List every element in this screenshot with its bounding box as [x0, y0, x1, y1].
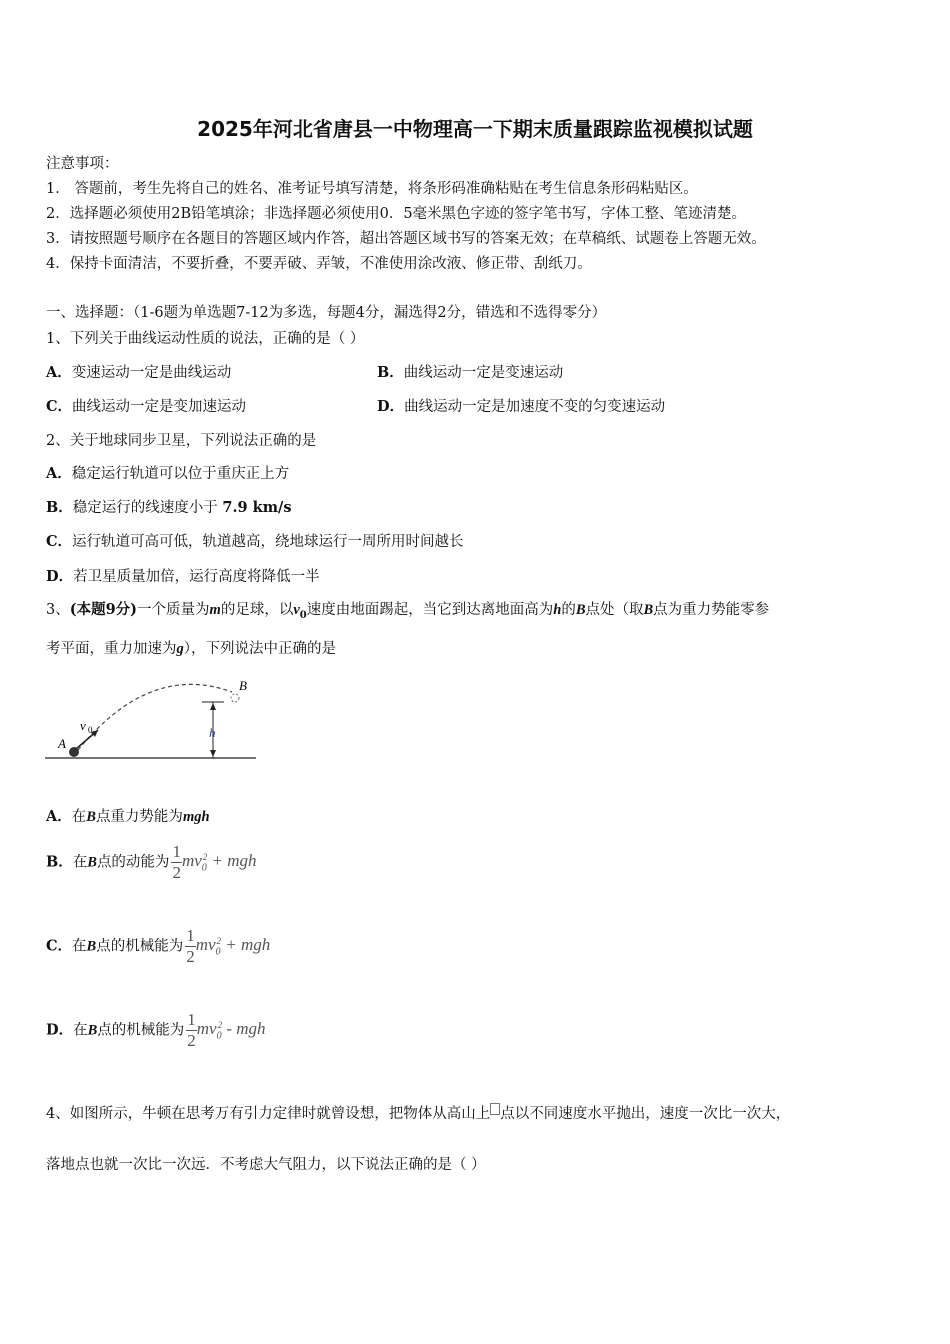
q1-option-b — [377, 361, 563, 382]
q3-text: 一个质量为 — [137, 602, 210, 618]
speed-value: 7.9 km/s — [222, 499, 292, 516]
formula — [195, 935, 271, 958]
option-text: 稳定运行的线速度小于 — [72, 500, 218, 516]
q3-option-c — [46, 926, 270, 967]
var-B: B — [643, 602, 654, 618]
q3-number: 3、 — [46, 602, 70, 618]
q4-text: 4、如图所示，牛顿在思考万有引力定律时就曾设想，把物体从高山上 — [46, 1106, 491, 1122]
q3-text: ），下列说法中正确的是 — [183, 641, 336, 657]
formula-mv: mv — [196, 1019, 217, 1039]
arrowhead-icon — [210, 703, 216, 710]
q3-text: 速度由地面踢起，当它到达离地面高为 — [306, 602, 554, 618]
formula-tail: + mgh — [207, 851, 257, 871]
formula-superscript: 2 — [202, 851, 208, 862]
var-B: B — [86, 809, 96, 825]
missing-glyph-icon — [490, 1103, 500, 1115]
option-text: 变速运动一定是曲线运动 — [71, 365, 232, 381]
q3-text: 的 — [561, 602, 576, 618]
option-text: 点的机械能为 — [96, 938, 184, 955]
option-text: 若卫星质量加倍，运行高度将降低一半 — [73, 569, 320, 585]
q3-option-a — [46, 805, 210, 826]
fraction — [186, 1010, 197, 1051]
notes-heading: 注意事项： — [46, 156, 119, 172]
q3-option-d — [46, 1010, 266, 1051]
var-v0: v — [293, 602, 300, 618]
fraction — [185, 926, 196, 967]
q3-text: 点为重力势能零参 — [653, 602, 770, 618]
q2-option-b — [46, 496, 292, 517]
q2-option-c — [46, 530, 464, 551]
option-text: 曲线运动一定是加速度不变的匀变速运动 — [404, 399, 666, 415]
var-B: B — [87, 854, 97, 871]
option-text: 在 — [72, 854, 88, 871]
option-label: A． — [46, 364, 72, 381]
note-item-1: 1． 答题前，考生先将自己的姓名、准考证号填写清楚，将条形码准确粘贴在考生信息条形码粘贴区。 — [46, 181, 698, 197]
formula-mv: mv — [195, 935, 216, 955]
fraction-numerator: 1 — [186, 926, 195, 945]
option-label: C． — [46, 937, 73, 955]
formula — [196, 1019, 266, 1042]
option-text: 在 — [73, 1022, 88, 1039]
q3-text: 点处（取 — [585, 602, 644, 618]
formula-tail: - mgh — [222, 1019, 266, 1039]
v0-label: v — [80, 718, 86, 733]
formula-subscript: 0 — [215, 946, 221, 958]
q1-option-a — [46, 361, 231, 382]
note-item-2: 2．选择题必须使用2B铅笔填涂；非选择题必须使用0．5毫米黑色字迹的签字笔书写，字体工整、笔迹清楚。 — [46, 206, 747, 222]
fraction-denominator: 2 — [186, 947, 195, 966]
var-g: g — [176, 641, 184, 657]
option-text: 点的机械能为 — [97, 1022, 185, 1039]
option-text: 在 — [71, 809, 87, 825]
q3-text: 的足球，以 — [220, 602, 294, 618]
option-text: 曲线运动一定是变速运动 — [403, 365, 564, 381]
q3-score-tag: (本题9分) — [69, 601, 138, 618]
q4-text: 点以不同速度水平抛出，速度一次比一次大， — [500, 1106, 791, 1122]
section-heading: 一、选择题：（1-6题为单选题7-12为多选，每题4分，漏选得2分，错选和不选得零分） — [46, 305, 607, 321]
q3-stem-line2 — [46, 637, 336, 658]
option-label: D． — [46, 1021, 74, 1039]
option-label: D． — [377, 398, 405, 415]
q1-option-c — [46, 395, 246, 416]
q3-stem-line1 — [46, 598, 769, 621]
option-label: C． — [46, 398, 73, 415]
fraction-numerator: 1 — [187, 1010, 196, 1029]
formula-subscript: 0 — [216, 1030, 222, 1042]
option-text: 曲线运动一定是变加速运动 — [72, 399, 247, 415]
option-label: A． — [46, 465, 72, 482]
var-h: h — [553, 602, 562, 618]
formula-mv: mv — [181, 851, 202, 871]
q3-trajectory-figure — [40, 672, 270, 767]
note-item-4: 4．保持卡面清洁，不要折叠，不要弄破、弄皱，不准使用涂改液、修正带、刮纸刀。 — [46, 256, 592, 272]
option-text: 稳定运行轨道可以位于重庆正上方 — [71, 466, 290, 482]
fraction-denominator: 2 — [172, 863, 181, 882]
formula-subscript: 0 — [201, 862, 207, 874]
point-a-label: A — [58, 736, 66, 751]
formula-superscript: 2 — [216, 935, 222, 946]
option-label: B． — [46, 853, 73, 871]
h-label: h — [209, 725, 216, 740]
q4-stem-line1 — [46, 1102, 790, 1123]
var-m: m — [209, 602, 221, 618]
option-label: A． — [46, 808, 72, 825]
point-b-label: B — [239, 678, 247, 693]
formula-superscript: 2 — [217, 1019, 223, 1030]
q1-stem: 1、下列关于曲线运动性质的说法，正确的是（ ） — [46, 331, 365, 347]
fraction-denominator: 2 — [187, 1031, 196, 1050]
option-label: C． — [46, 533, 73, 550]
var-B: B — [87, 1022, 98, 1039]
var-B: B — [575, 602, 586, 618]
fraction-numerator: 1 — [172, 842, 181, 861]
page-title: 2025年河北省唐县一中物理高一下期末质量跟踪监视模拟试题 — [197, 117, 753, 141]
v0-subscript: 0 — [88, 725, 93, 735]
ball-outline-icon — [231, 694, 239, 702]
option-text: 在 — [72, 938, 87, 955]
q3-option-b — [46, 842, 257, 883]
q2-stem: 2、关于地球同步卫星，下列说法正确的是 — [46, 433, 317, 449]
q1-option-d — [377, 395, 665, 416]
option-text: 点重力势能为 — [95, 809, 183, 825]
q2-option-d — [46, 565, 320, 586]
note-item-3: 3．请按照题号顺序在各题目的答题区域内作答，超出答题区域书写的答案无效；在草稿纸、试题卷上答题无效。 — [46, 231, 766, 247]
var-mgh: mgh — [182, 809, 210, 825]
q3-text: 考平面，重力加速为 — [46, 641, 177, 657]
arrowhead-icon — [210, 750, 216, 757]
q4-stem-line2: 落地点也就一次比一次远．不考虑大气阻力，以下说法正确的是（ ） — [46, 1157, 486, 1173]
option-label: B． — [46, 499, 73, 516]
var-B: B — [86, 938, 97, 955]
option-text: 运行轨道可高可低，轨道越高，绕地球运行一周所用时间越长 — [72, 534, 464, 550]
fraction — [171, 842, 182, 883]
trajectory-curve — [78, 684, 232, 750]
option-label: D． — [46, 568, 74, 585]
option-text: 点的动能为 — [96, 854, 170, 871]
option-label: B． — [377, 364, 404, 381]
q2-option-a — [46, 462, 289, 483]
var-v0-subscript: 0 — [299, 609, 307, 621]
formula-tail: + mgh — [221, 935, 271, 955]
formula — [181, 851, 257, 874]
